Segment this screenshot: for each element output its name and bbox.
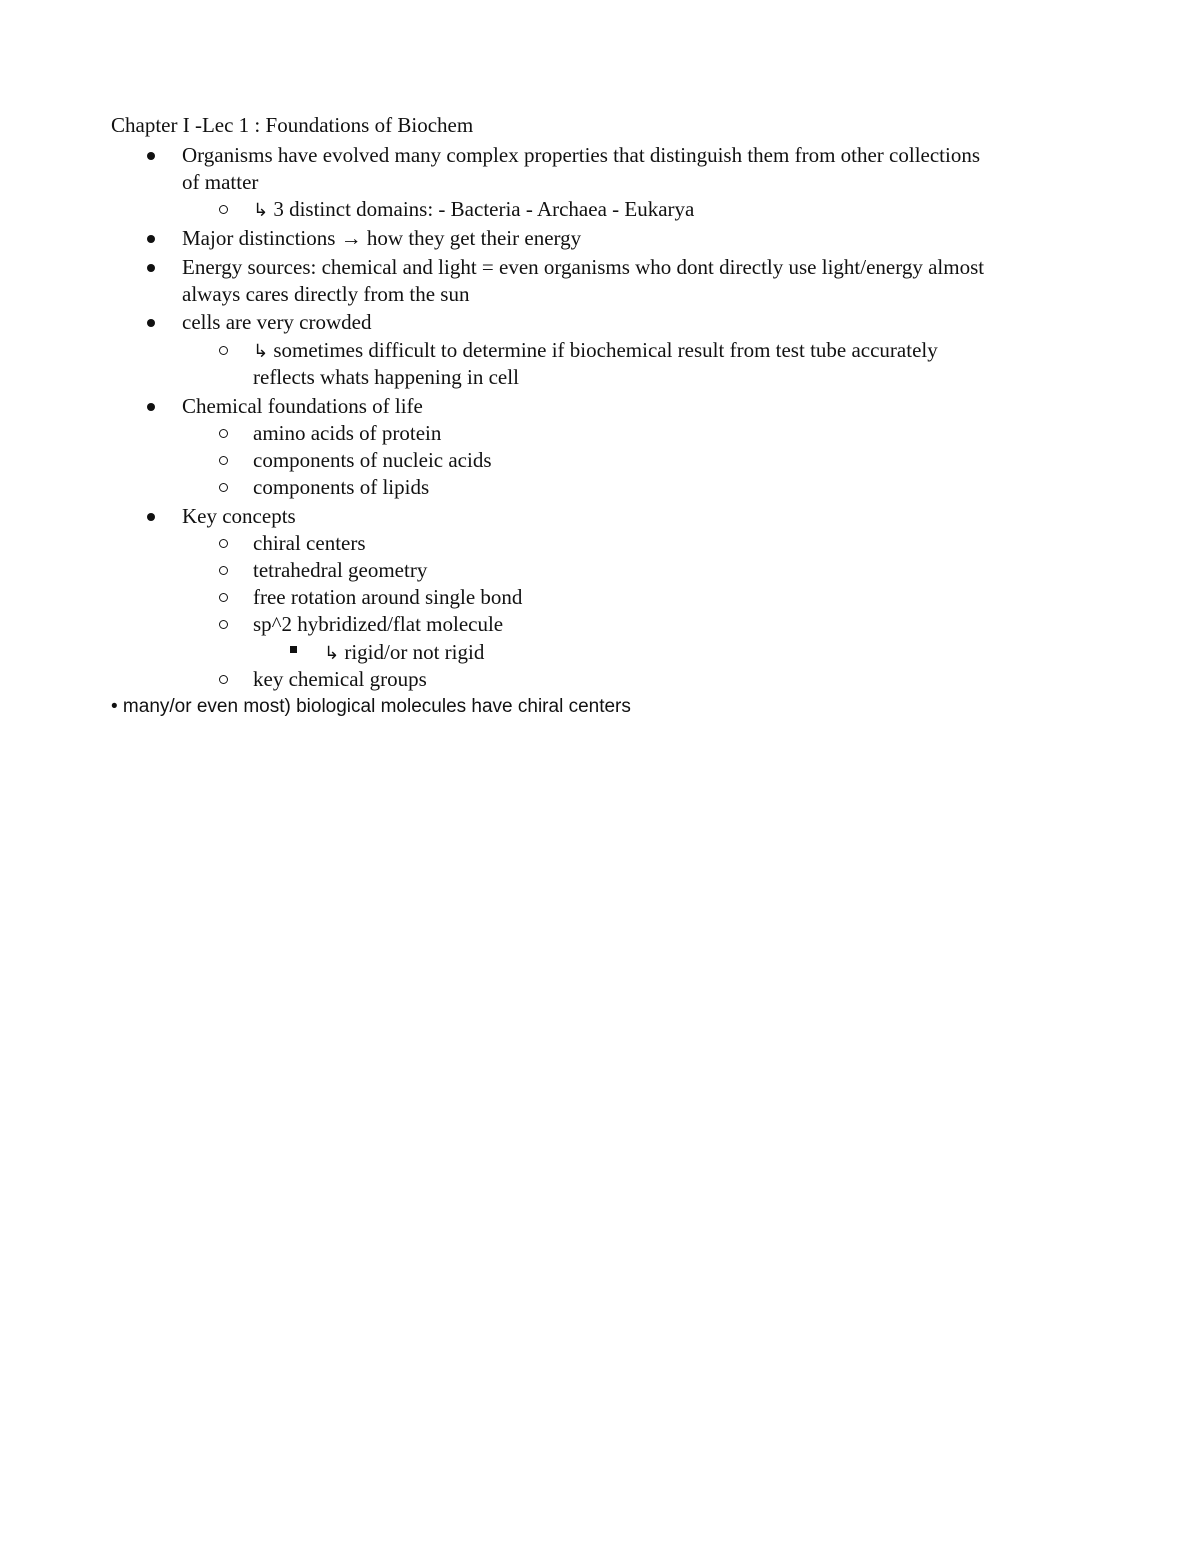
bullet-circle bbox=[219, 539, 228, 548]
list-item: amino acids of protein bbox=[253, 421, 442, 445]
bullet-dot bbox=[147, 152, 155, 160]
list-item bbox=[253, 196, 694, 224]
list-item-text: sometimes difficult to determine if biochemical result from test tube accurately bbox=[273, 338, 938, 362]
list-item: cells are very crowded bbox=[182, 310, 372, 334]
bullet-dot bbox=[147, 513, 155, 521]
curved-arrow-icon: ↳ bbox=[324, 643, 340, 664]
list-item-continuation: reflects whats happening in cell bbox=[253, 365, 519, 389]
curved-arrow-icon: ↳ bbox=[253, 200, 269, 221]
bullet-circle bbox=[219, 620, 228, 629]
list-item: Organisms have evolved many complex properties that distinguish them from other collections bbox=[182, 143, 981, 167]
list-item: sp^2 hybridized/flat molecule bbox=[253, 612, 504, 636]
bullet-circle bbox=[219, 483, 228, 492]
list-item: Major distinctions → how they get their energy bbox=[182, 226, 582, 250]
bullet-circle bbox=[219, 456, 228, 465]
bullet-square bbox=[290, 646, 297, 653]
list-item: chiral centers bbox=[253, 531, 366, 555]
list-item-continuation: of matter bbox=[182, 170, 259, 194]
page-title: Chapter I -Lec 1 : Foundations of Biochem bbox=[111, 113, 474, 137]
bullet-circle bbox=[219, 429, 228, 438]
bullet-dot bbox=[147, 403, 155, 411]
list-item bbox=[324, 639, 484, 667]
bullet-circle bbox=[219, 675, 228, 684]
footer-note: • many/or even most) biological molecules have chiral centers bbox=[111, 696, 631, 717]
list-item: components of nucleic acids bbox=[253, 448, 492, 472]
list-item: Key concepts bbox=[182, 504, 296, 528]
list-item: free rotation around single bond bbox=[253, 585, 523, 609]
list-item: key chemical groups bbox=[253, 667, 427, 691]
bullet-circle bbox=[219, 593, 228, 602]
list-item: Energy sources: chemical and light = even organisms who dont directly use light/energy almost bbox=[182, 255, 985, 279]
list-item-text: 3 distinct domains: - Bacteria - Archaea - Eukarya bbox=[273, 197, 695, 221]
list-item bbox=[253, 337, 938, 365]
bullet-dot bbox=[147, 264, 155, 272]
list-item-continuation: always cares directly from the sun bbox=[182, 282, 470, 306]
bullet-circle bbox=[219, 566, 228, 575]
bullet-dot bbox=[147, 319, 155, 327]
list-item: Chemical foundations of life bbox=[182, 394, 423, 418]
bullet-circle bbox=[219, 205, 228, 214]
bullet-circle bbox=[219, 346, 228, 355]
list-item-text: rigid/or not rigid bbox=[344, 640, 485, 664]
bullet-dot bbox=[147, 235, 155, 243]
list-item: tetrahedral geometry bbox=[253, 558, 428, 582]
curved-arrow-icon: ↳ bbox=[253, 341, 269, 362]
list-item: components of lipids bbox=[253, 475, 430, 499]
